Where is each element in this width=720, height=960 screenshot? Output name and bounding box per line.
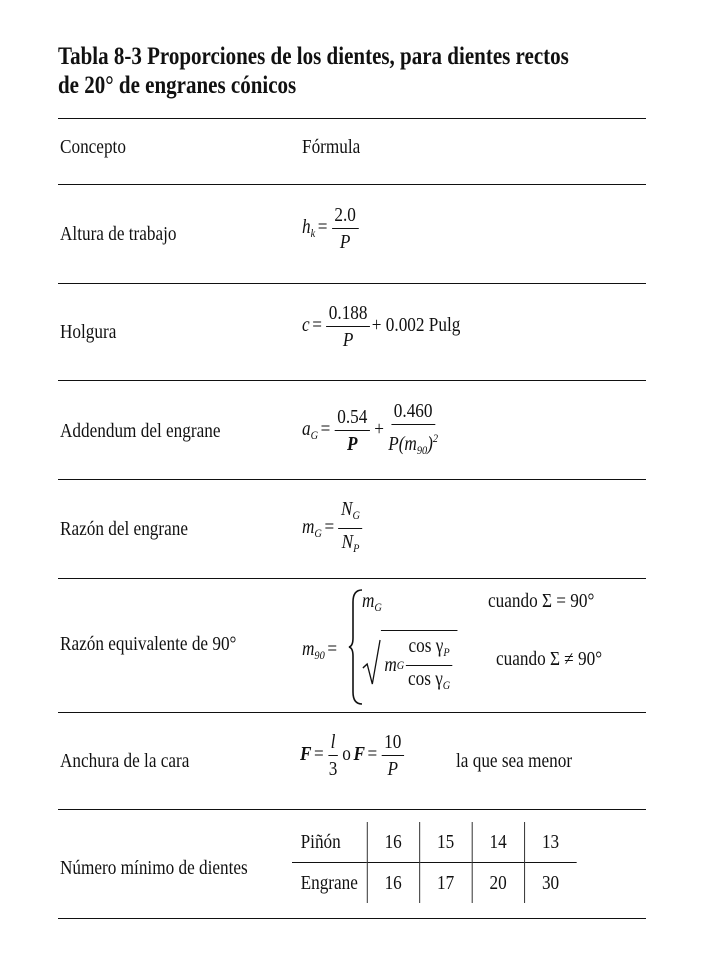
rule-1 <box>58 283 646 284</box>
numerator: 0.188 <box>326 302 370 327</box>
rule-bottom <box>58 918 646 919</box>
table-cell: 13 <box>541 830 560 853</box>
table-cell: 30 <box>541 871 560 894</box>
table-title <box>58 42 569 100</box>
concept-razon: Razón del engrane <box>60 518 188 540</box>
engrane-label: Engrane <box>292 863 367 904</box>
denominator: $\cos \gamma_G$ <box>407 668 451 692</box>
rule-2 <box>58 380 646 381</box>
rule-header <box>58 184 646 185</box>
fraction-2 <box>388 400 438 461</box>
lhs-var: c <box>302 314 310 337</box>
or-word: o <box>342 743 351 766</box>
fraction <box>332 204 359 253</box>
case-2 <box>362 630 457 696</box>
lhs-var: m <box>302 516 315 539</box>
table-row-engrane <box>292 863 576 904</box>
formula-altura: $h_k$ = $\frac{2.0}{P}$ <box>302 204 360 253</box>
numerator: 2.0 <box>332 204 359 229</box>
numerator: $\cos \gamma_P$ <box>406 635 452 666</box>
lhs-sub: 90 <box>314 648 325 662</box>
case1-sub: G <box>374 600 382 614</box>
radical-sign-icon <box>362 638 381 688</box>
den-sub: 90 <box>416 443 428 457</box>
anchura-note: la que sea menor <box>456 750 573 772</box>
denominator: P <box>342 329 354 351</box>
formula-addendum: $a_G$ = $\frac{0.54}{P}$ + $\frac{0.460}{P(m_{90})^2}$ <box>302 400 440 461</box>
lhs-var-2: F <box>353 743 365 766</box>
lhs-sub: G <box>314 526 322 541</box>
formula-equivalente-lhs: $m_{90}$ = <box>302 638 338 662</box>
formula-razon: $m_G$ = $\frac{N_G}{N_P}$ <box>302 498 364 559</box>
denominator: P <box>347 433 358 455</box>
denominator: $N_P$ <box>341 531 360 555</box>
table-cell: 20 <box>472 863 524 904</box>
pinion-label: Piñón <box>292 822 367 863</box>
lhs-sub: G <box>310 428 319 443</box>
case-2-condition: cuando Σ ≠ 90° <box>496 648 603 670</box>
den-sup: 2 <box>432 431 439 445</box>
concept-holgura: Holgura <box>60 321 117 343</box>
denominator: P <box>387 758 398 780</box>
table-row-pinion <box>292 822 576 863</box>
formula-holgura: c = $\frac{0.188}{P}$ + 0.002 Pulg <box>302 302 461 351</box>
concept-numero: Número mínimo de dientes <box>60 857 248 879</box>
cos-fraction <box>406 635 452 696</box>
table-title-line-2: de 20° de engranes cónicos <box>58 72 297 99</box>
case1-var: m <box>362 590 375 612</box>
fraction-1 <box>335 406 370 455</box>
concept-altura: Altura de trabajo <box>60 223 177 245</box>
denominator: P <box>339 231 351 253</box>
numerator: 0.54 <box>335 406 370 431</box>
rule-top <box>58 118 646 119</box>
radicand: m G $\frac{\cos \gamma_P}{\cos \gamma_G}$ <box>381 630 458 696</box>
concept-addendum: Addendum del engrane <box>60 420 221 442</box>
header-formula: Fórmula <box>302 136 361 158</box>
numerator: 10 <box>382 731 404 756</box>
numerator: $N_G$ <box>338 498 362 529</box>
concept-equivalente: Razón equivalente de 90° <box>60 633 237 655</box>
lhs-var: h <box>302 216 311 239</box>
fraction-1 <box>328 731 338 780</box>
fraction <box>338 498 362 559</box>
lhs-sub: k <box>310 226 316 241</box>
rule-3 <box>58 479 646 480</box>
denominator <box>388 425 438 461</box>
formula-anchura: F = $\frac{l}{3}$ o F = $\frac{10}{P}$ <box>300 731 406 780</box>
case-1 <box>362 590 382 615</box>
den-part-a: P(m <box>388 433 417 455</box>
den-part-b: ) <box>427 433 433 455</box>
fraction <box>326 302 370 351</box>
header-concept: Concepto <box>60 136 126 158</box>
table-cell: 16 <box>367 822 419 863</box>
formula-tail: + 0.002 Pulg <box>371 314 461 337</box>
concept-anchura: Anchura de la cara <box>60 750 190 772</box>
table-cell: 16 <box>367 863 419 904</box>
table-title-line-1: Tabla 8-3 Proporciones de los dientes, para dientes rectos <box>58 43 569 70</box>
table-cell: 15 <box>419 822 471 863</box>
case-1-condition: cuando Σ = 90° <box>488 590 595 612</box>
rule-6 <box>58 809 646 810</box>
rule-4 <box>58 578 646 579</box>
square-root <box>362 630 457 696</box>
table-cell: 14 <box>472 822 524 863</box>
lhs-var: m <box>302 638 315 660</box>
teeth-table <box>292 822 576 903</box>
lhs-var: F <box>300 743 312 766</box>
table-cell: 17 <box>419 863 471 904</box>
lhs-var: a <box>302 418 311 441</box>
numerator: 0.460 <box>391 400 435 425</box>
denominator: 3 <box>328 758 338 780</box>
numerator: l <box>328 731 338 756</box>
rule-5 <box>58 712 646 713</box>
fraction-2 <box>382 731 404 780</box>
